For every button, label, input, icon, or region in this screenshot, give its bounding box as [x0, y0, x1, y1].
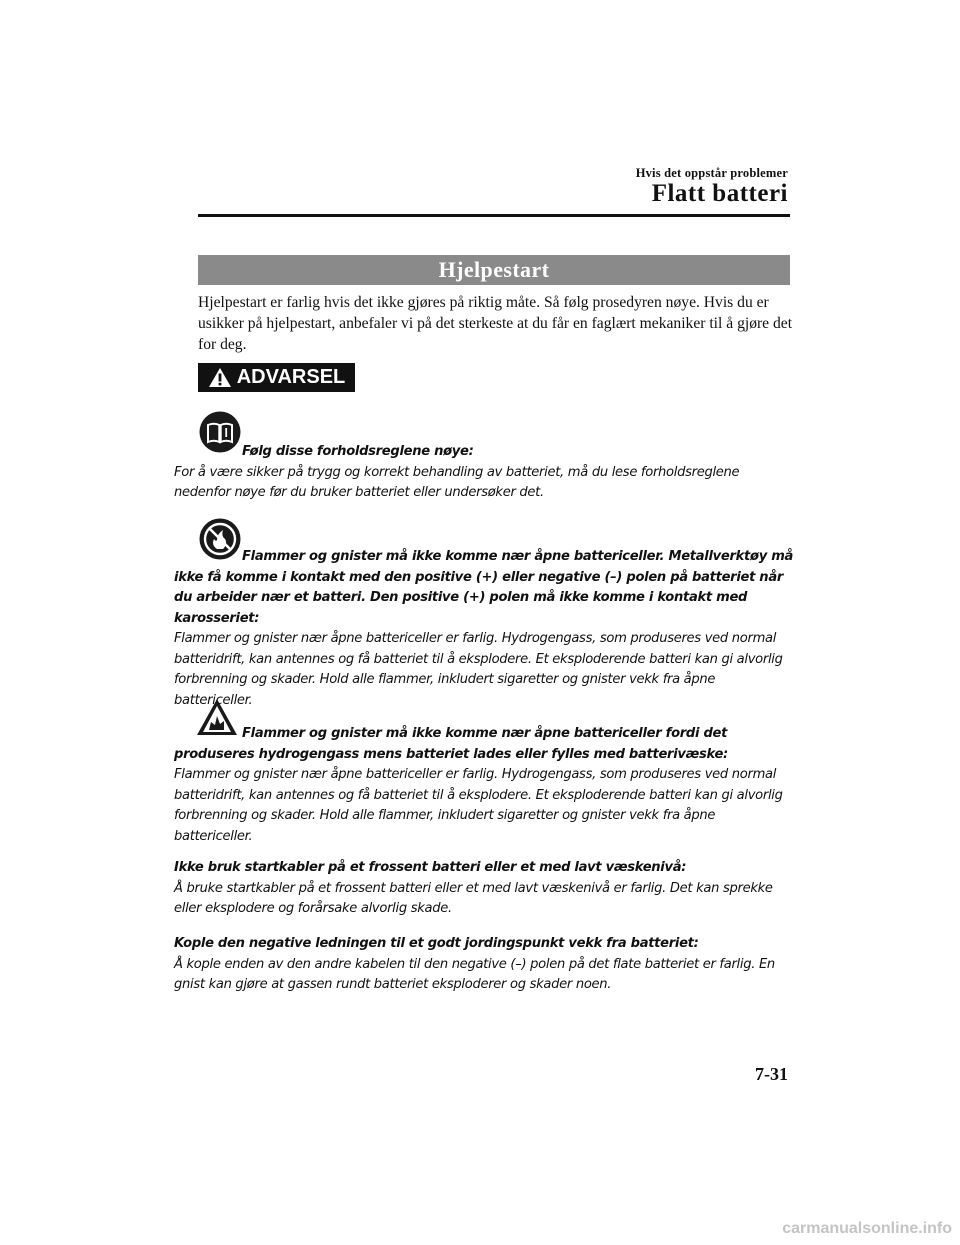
intro-paragraph: Hjelpestart er farlig hvis det ikke gjøres på riktig måte. Så følg prosedyren nøye. Hvis du er usikker på hjelpestart, anbefaler vi på det sterkeste at du får en faglært mekaniker til å gjøre det for deg. — [198, 294, 793, 353]
page-number: 7-31 — [755, 1064, 788, 1084]
item-3-title: Flammer og gnister må ikke komme nær åpne battericeller fordi det produseres hydrogengass mens batteriet lades eller fylles med batterivæske: — [174, 726, 728, 762]
item-1 — [174, 442, 794, 504]
item-2-body: Flammer og gnister nær åpne battericeller er farlig. Hydrogengass, som produseres ved normal batteridrift, kan antennes og få batteriet til å eksplodere. Et eksploderende batteri kan gi alvorlig forbrenning og skader. Hold alle flammer, inkludert sigaretter og gnister vekk fra åpne battericeller. — [174, 631, 783, 708]
item-3 — [174, 724, 794, 847]
warning-triangle-icon — [208, 367, 232, 388]
item-5-body: Å kople enden av den andre kabelen til den negative (–) polen på det flate batteriet er farlig. En gnist kan gjøre at gassen rundt batteriet eksploderer og skader noen. — [174, 956, 775, 992]
watermark: carmanualsonline.info — [782, 1220, 952, 1237]
item-1-body: For å være sikker på trygg og korrekt behandling av batteriet, må du lese forholdsreglene nedenfor nøye før du bruker batteriet eller undersøker det. — [174, 464, 740, 500]
section-title: Flatt batteri — [651, 180, 788, 207]
item-4-title: Ikke bruk startkabler på et frossent batteri eller et med lavt væskenivå: — [174, 860, 687, 875]
item-4-body: Å bruke startkabler på et frossent batteri eller et med lavt væskenivå er farlig. Det kan sprekke eller eksplodere og forårsake alvorlig skade. — [174, 880, 773, 916]
item-4 — [174, 858, 794, 920]
item-3-body: Flammer og gnister nær åpne battericeller er farlig. Hydrogengass, som produseres ved normal batteridrift, kan antennes og få batteriet til å eksplodere. Et eksploderende batteri kan gi alvorlig forbrenning og skader. Hold alle flammer, inkludert sigaretter og gnister vekk fra åpne battericeller. — [174, 767, 783, 844]
item-5 — [174, 934, 794, 996]
item-2-title: Flammer og gnister må ikke komme nær åpne battericeller. Metallverktøy må ikke få komme i kontakt med den positive (+) eller negative (–) polen på batteriet når du arbeider nær et batteri. Den positive (+) polen må ikke komme i kontakt med karosseriet: — [174, 549, 794, 626]
chapter-title: Hvis det oppstår problemer — [635, 166, 788, 180]
item-5-title: Kople den negative ledningen til et godt jordingspunkt vekk fra batteriet: — [174, 936, 699, 951]
section-banner: Hjelpestart — [198, 255, 790, 285]
item-2 — [174, 547, 794, 711]
item-1-title: Følg disse forholdsreglene nøye: — [242, 444, 474, 459]
header-rule — [198, 214, 790, 217]
warning-label — [198, 363, 355, 392]
warning-label-text: ADVARSEL — [236, 366, 346, 388]
